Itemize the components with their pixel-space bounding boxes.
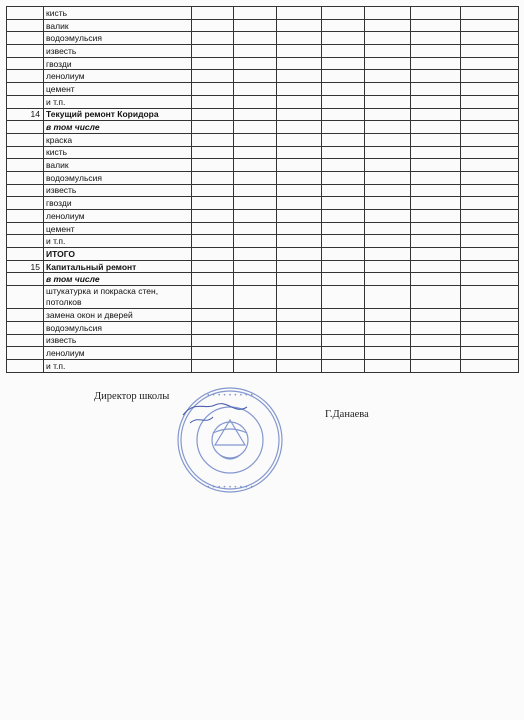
value-cell xyxy=(365,184,411,197)
item-label-cell: цемент xyxy=(44,222,192,235)
value-cell xyxy=(322,273,365,286)
value-cell xyxy=(461,184,519,197)
value-cell xyxy=(234,108,277,121)
value-cell xyxy=(411,286,461,309)
value-cell xyxy=(322,309,365,322)
value-cell xyxy=(322,121,365,134)
value-cell xyxy=(234,159,277,172)
value-cell xyxy=(192,184,234,197)
value-cell xyxy=(411,347,461,360)
value-cell xyxy=(192,159,234,172)
table-row xyxy=(7,146,519,159)
value-cell xyxy=(277,45,322,58)
item-label-cell: ленолиум xyxy=(44,70,192,83)
value-cell xyxy=(234,133,277,146)
value-cell xyxy=(192,133,234,146)
value-cell xyxy=(365,121,411,134)
value-cell xyxy=(192,248,234,261)
value-cell xyxy=(277,57,322,70)
value-cell xyxy=(365,235,411,248)
table-row xyxy=(7,133,519,146)
value-cell xyxy=(322,146,365,159)
value-cell xyxy=(461,159,519,172)
item-label-cell: валик xyxy=(44,19,192,32)
value-cell xyxy=(234,95,277,108)
svg-text:• • • • • • • • •: • • • • • • • • • xyxy=(206,484,254,491)
value-cell xyxy=(322,95,365,108)
value-cell xyxy=(277,334,322,347)
value-cell xyxy=(461,32,519,45)
value-cell xyxy=(192,146,234,159)
value-cell xyxy=(322,57,365,70)
value-cell xyxy=(277,146,322,159)
value-cell xyxy=(234,19,277,32)
value-cell xyxy=(277,260,322,273)
item-label-cell: известь xyxy=(44,334,192,347)
value-cell xyxy=(192,321,234,334)
row-number-cell xyxy=(7,334,44,347)
value-cell xyxy=(411,273,461,286)
row-number-cell xyxy=(7,273,44,286)
value-cell xyxy=(322,286,365,309)
item-label-cell: штукатурка и покраска стен, потолков xyxy=(44,286,192,309)
value-cell xyxy=(192,83,234,96)
value-cell xyxy=(322,32,365,45)
value-cell xyxy=(192,235,234,248)
value-cell xyxy=(365,286,411,309)
value-cell xyxy=(192,273,234,286)
row-number-cell: 14 xyxy=(7,108,44,121)
value-cell xyxy=(277,359,322,372)
item-label-cell: кисть xyxy=(44,7,192,20)
value-cell xyxy=(411,146,461,159)
table-row xyxy=(7,70,519,83)
value-cell xyxy=(411,184,461,197)
value-cell xyxy=(461,45,519,58)
value-cell xyxy=(234,359,277,372)
value-cell xyxy=(192,19,234,32)
value-cell xyxy=(277,347,322,360)
value-cell xyxy=(277,248,322,261)
value-cell xyxy=(192,210,234,223)
value-cell xyxy=(322,133,365,146)
row-number-cell xyxy=(7,222,44,235)
item-label-cell: кисть xyxy=(44,146,192,159)
value-cell xyxy=(192,260,234,273)
value-cell xyxy=(461,286,519,309)
value-cell xyxy=(411,83,461,96)
value-cell xyxy=(461,222,519,235)
value-cell xyxy=(234,347,277,360)
row-number-cell xyxy=(7,235,44,248)
value-cell xyxy=(234,334,277,347)
value-cell xyxy=(411,57,461,70)
row-number-cell xyxy=(7,210,44,223)
value-cell xyxy=(411,95,461,108)
value-cell xyxy=(461,171,519,184)
row-number-cell xyxy=(7,286,44,309)
value-cell xyxy=(365,334,411,347)
value-cell xyxy=(322,108,365,121)
value-cell xyxy=(411,248,461,261)
value-cell xyxy=(192,32,234,45)
value-cell xyxy=(192,7,234,20)
value-cell xyxy=(192,309,234,322)
table-row xyxy=(7,121,519,134)
value-cell xyxy=(234,171,277,184)
table-row xyxy=(7,248,519,261)
value-cell xyxy=(277,108,322,121)
table-row xyxy=(7,19,519,32)
value-cell xyxy=(322,347,365,360)
value-cell xyxy=(277,95,322,108)
value-cell xyxy=(365,32,411,45)
value-cell xyxy=(411,222,461,235)
table-row xyxy=(7,32,519,45)
value-cell xyxy=(365,222,411,235)
value-cell xyxy=(461,146,519,159)
value-cell xyxy=(277,321,322,334)
value-cell xyxy=(461,321,519,334)
value-cell xyxy=(365,133,411,146)
value-cell xyxy=(277,70,322,83)
value-cell xyxy=(322,235,365,248)
table-row xyxy=(7,95,519,108)
value-cell xyxy=(192,197,234,210)
value-cell xyxy=(365,70,411,83)
row-number-cell xyxy=(7,146,44,159)
value-cell xyxy=(411,45,461,58)
value-cell xyxy=(365,83,411,96)
item-label-cell: гвозди xyxy=(44,57,192,70)
value-cell xyxy=(234,321,277,334)
value-cell xyxy=(234,248,277,261)
value-cell xyxy=(411,235,461,248)
value-cell xyxy=(411,321,461,334)
value-cell xyxy=(411,309,461,322)
value-cell xyxy=(277,133,322,146)
table-row xyxy=(7,210,519,223)
value-cell xyxy=(411,19,461,32)
table-row xyxy=(7,184,519,197)
value-cell xyxy=(234,286,277,309)
value-cell xyxy=(322,222,365,235)
value-cell xyxy=(277,309,322,322)
value-cell xyxy=(277,7,322,20)
row-number-cell xyxy=(7,70,44,83)
table-row xyxy=(7,260,519,273)
item-label-cell: в том числе xyxy=(44,273,192,286)
item-label-cell: гвозди xyxy=(44,197,192,210)
value-cell xyxy=(234,57,277,70)
table-row xyxy=(7,334,519,347)
value-cell xyxy=(277,83,322,96)
value-cell xyxy=(322,70,365,83)
value-cell xyxy=(461,70,519,83)
value-cell xyxy=(365,95,411,108)
row-number-cell xyxy=(7,248,44,261)
item-label-cell: ленолиум xyxy=(44,210,192,223)
row-number-cell xyxy=(7,171,44,184)
value-cell xyxy=(411,133,461,146)
value-cell xyxy=(365,197,411,210)
value-cell xyxy=(461,260,519,273)
item-label-cell: водоэмульсия xyxy=(44,32,192,45)
value-cell xyxy=(365,159,411,172)
row-number-cell xyxy=(7,57,44,70)
table-row xyxy=(7,159,519,172)
value-cell xyxy=(461,235,519,248)
value-cell xyxy=(322,359,365,372)
row-number-cell xyxy=(7,45,44,58)
value-cell xyxy=(234,222,277,235)
value-cell xyxy=(411,32,461,45)
repair-items-table xyxy=(6,6,519,373)
item-label-cell: Текущий ремонт Коридора xyxy=(44,108,192,121)
row-number-cell xyxy=(7,83,44,96)
value-cell xyxy=(461,19,519,32)
value-cell xyxy=(192,171,234,184)
row-number-cell xyxy=(7,32,44,45)
value-cell xyxy=(365,45,411,58)
item-label-cell: известь xyxy=(44,45,192,58)
value-cell xyxy=(365,210,411,223)
value-cell xyxy=(234,309,277,322)
value-cell xyxy=(411,197,461,210)
value-cell xyxy=(192,286,234,309)
table-row xyxy=(7,83,519,96)
value-cell xyxy=(277,273,322,286)
value-cell xyxy=(322,7,365,20)
value-cell xyxy=(322,19,365,32)
value-cell xyxy=(461,334,519,347)
value-cell xyxy=(322,321,365,334)
value-cell xyxy=(411,210,461,223)
value-cell xyxy=(322,210,365,223)
value-cell xyxy=(234,121,277,134)
item-label-cell: замена окон и дверей xyxy=(44,309,192,322)
value-cell xyxy=(411,334,461,347)
value-cell xyxy=(322,45,365,58)
value-cell xyxy=(277,121,322,134)
row-number-cell xyxy=(7,309,44,322)
row-number-cell: 15 xyxy=(7,260,44,273)
value-cell xyxy=(365,146,411,159)
item-label-cell: краска xyxy=(44,133,192,146)
item-label-cell: ИТОГО xyxy=(44,248,192,261)
item-label-cell: водоэмульсия xyxy=(44,171,192,184)
row-number-cell xyxy=(7,197,44,210)
value-cell xyxy=(365,171,411,184)
value-cell xyxy=(461,133,519,146)
value-cell xyxy=(411,7,461,20)
table-row xyxy=(7,7,519,20)
value-cell xyxy=(411,359,461,372)
row-number-cell xyxy=(7,7,44,20)
value-cell xyxy=(365,248,411,261)
table-row xyxy=(7,309,519,322)
item-label-cell: и т.п. xyxy=(44,359,192,372)
value-cell xyxy=(411,121,461,134)
item-label-cell: ленолиум xyxy=(44,347,192,360)
table-row xyxy=(7,347,519,360)
table-row xyxy=(7,222,519,235)
value-cell xyxy=(277,32,322,45)
value-cell xyxy=(234,210,277,223)
value-cell xyxy=(365,108,411,121)
table-row xyxy=(7,171,519,184)
row-number-cell xyxy=(7,19,44,32)
value-cell xyxy=(192,70,234,83)
value-cell xyxy=(192,334,234,347)
value-cell xyxy=(411,70,461,83)
value-cell xyxy=(365,57,411,70)
value-cell xyxy=(411,159,461,172)
value-cell xyxy=(461,210,519,223)
value-cell xyxy=(322,260,365,273)
value-cell xyxy=(234,32,277,45)
item-label-cell: Капитальный ремонт xyxy=(44,260,192,273)
table-row xyxy=(7,359,519,372)
value-cell xyxy=(365,19,411,32)
value-cell xyxy=(234,235,277,248)
row-number-cell xyxy=(7,347,44,360)
value-cell xyxy=(322,171,365,184)
item-label-cell: и т.п. xyxy=(44,95,192,108)
table-row xyxy=(7,273,519,286)
value-cell xyxy=(234,273,277,286)
row-number-cell xyxy=(7,159,44,172)
value-cell xyxy=(461,83,519,96)
official-seal xyxy=(175,385,285,495)
item-label-cell: валик xyxy=(44,159,192,172)
item-label-cell: и т.п. xyxy=(44,235,192,248)
table-row xyxy=(7,235,519,248)
svg-text:• • • • • • • • •: • • • • • • • • • xyxy=(206,392,254,399)
table-row xyxy=(7,286,519,309)
value-cell xyxy=(322,334,365,347)
value-cell xyxy=(365,260,411,273)
value-cell xyxy=(322,83,365,96)
table-row xyxy=(7,197,519,210)
value-cell xyxy=(277,222,322,235)
value-cell xyxy=(461,273,519,286)
value-cell xyxy=(365,309,411,322)
value-cell xyxy=(277,286,322,309)
value-cell xyxy=(365,7,411,20)
value-cell xyxy=(192,121,234,134)
value-cell xyxy=(192,45,234,58)
value-cell xyxy=(365,347,411,360)
value-cell xyxy=(461,347,519,360)
value-cell xyxy=(365,359,411,372)
value-cell xyxy=(461,121,519,134)
value-cell xyxy=(277,197,322,210)
row-number-cell xyxy=(7,359,44,372)
value-cell xyxy=(234,7,277,20)
value-cell xyxy=(411,260,461,273)
value-cell xyxy=(234,45,277,58)
value-cell xyxy=(461,108,519,121)
value-cell xyxy=(234,83,277,96)
value-cell xyxy=(365,321,411,334)
value-cell xyxy=(411,171,461,184)
value-cell xyxy=(192,108,234,121)
table-row xyxy=(7,108,519,121)
table-row xyxy=(7,45,519,58)
value-cell xyxy=(234,260,277,273)
value-cell xyxy=(234,146,277,159)
value-cell xyxy=(234,70,277,83)
item-label-cell: известь xyxy=(44,184,192,197)
item-label-cell: в том числе xyxy=(44,121,192,134)
table-row xyxy=(7,57,519,70)
row-number-cell xyxy=(7,95,44,108)
row-number-cell xyxy=(7,121,44,134)
row-number-cell xyxy=(7,321,44,334)
value-cell xyxy=(192,347,234,360)
value-cell xyxy=(192,95,234,108)
value-cell xyxy=(461,359,519,372)
value-cell xyxy=(461,248,519,261)
value-cell xyxy=(411,108,461,121)
value-cell xyxy=(277,210,322,223)
value-cell xyxy=(192,222,234,235)
value-cell xyxy=(277,19,322,32)
director-name: Г.Данаева xyxy=(325,409,369,420)
value-cell xyxy=(192,57,234,70)
value-cell xyxy=(277,159,322,172)
value-cell xyxy=(461,57,519,70)
value-cell xyxy=(461,7,519,20)
value-cell xyxy=(322,197,365,210)
value-cell xyxy=(365,273,411,286)
value-cell xyxy=(461,197,519,210)
item-label-cell: водоэмульсия xyxy=(44,321,192,334)
director-label: Директор школы xyxy=(94,391,170,402)
value-cell xyxy=(277,171,322,184)
value-cell xyxy=(322,184,365,197)
value-cell xyxy=(322,159,365,172)
value-cell xyxy=(461,309,519,322)
value-cell xyxy=(322,248,365,261)
table-row xyxy=(7,321,519,334)
row-number-cell xyxy=(7,184,44,197)
table-body xyxy=(7,7,519,373)
value-cell xyxy=(277,235,322,248)
value-cell xyxy=(234,184,277,197)
row-number-cell xyxy=(7,133,44,146)
item-label-cell: цемент xyxy=(44,83,192,96)
value-cell xyxy=(234,197,277,210)
value-cell xyxy=(461,95,519,108)
value-cell xyxy=(277,184,322,197)
value-cell xyxy=(192,359,234,372)
